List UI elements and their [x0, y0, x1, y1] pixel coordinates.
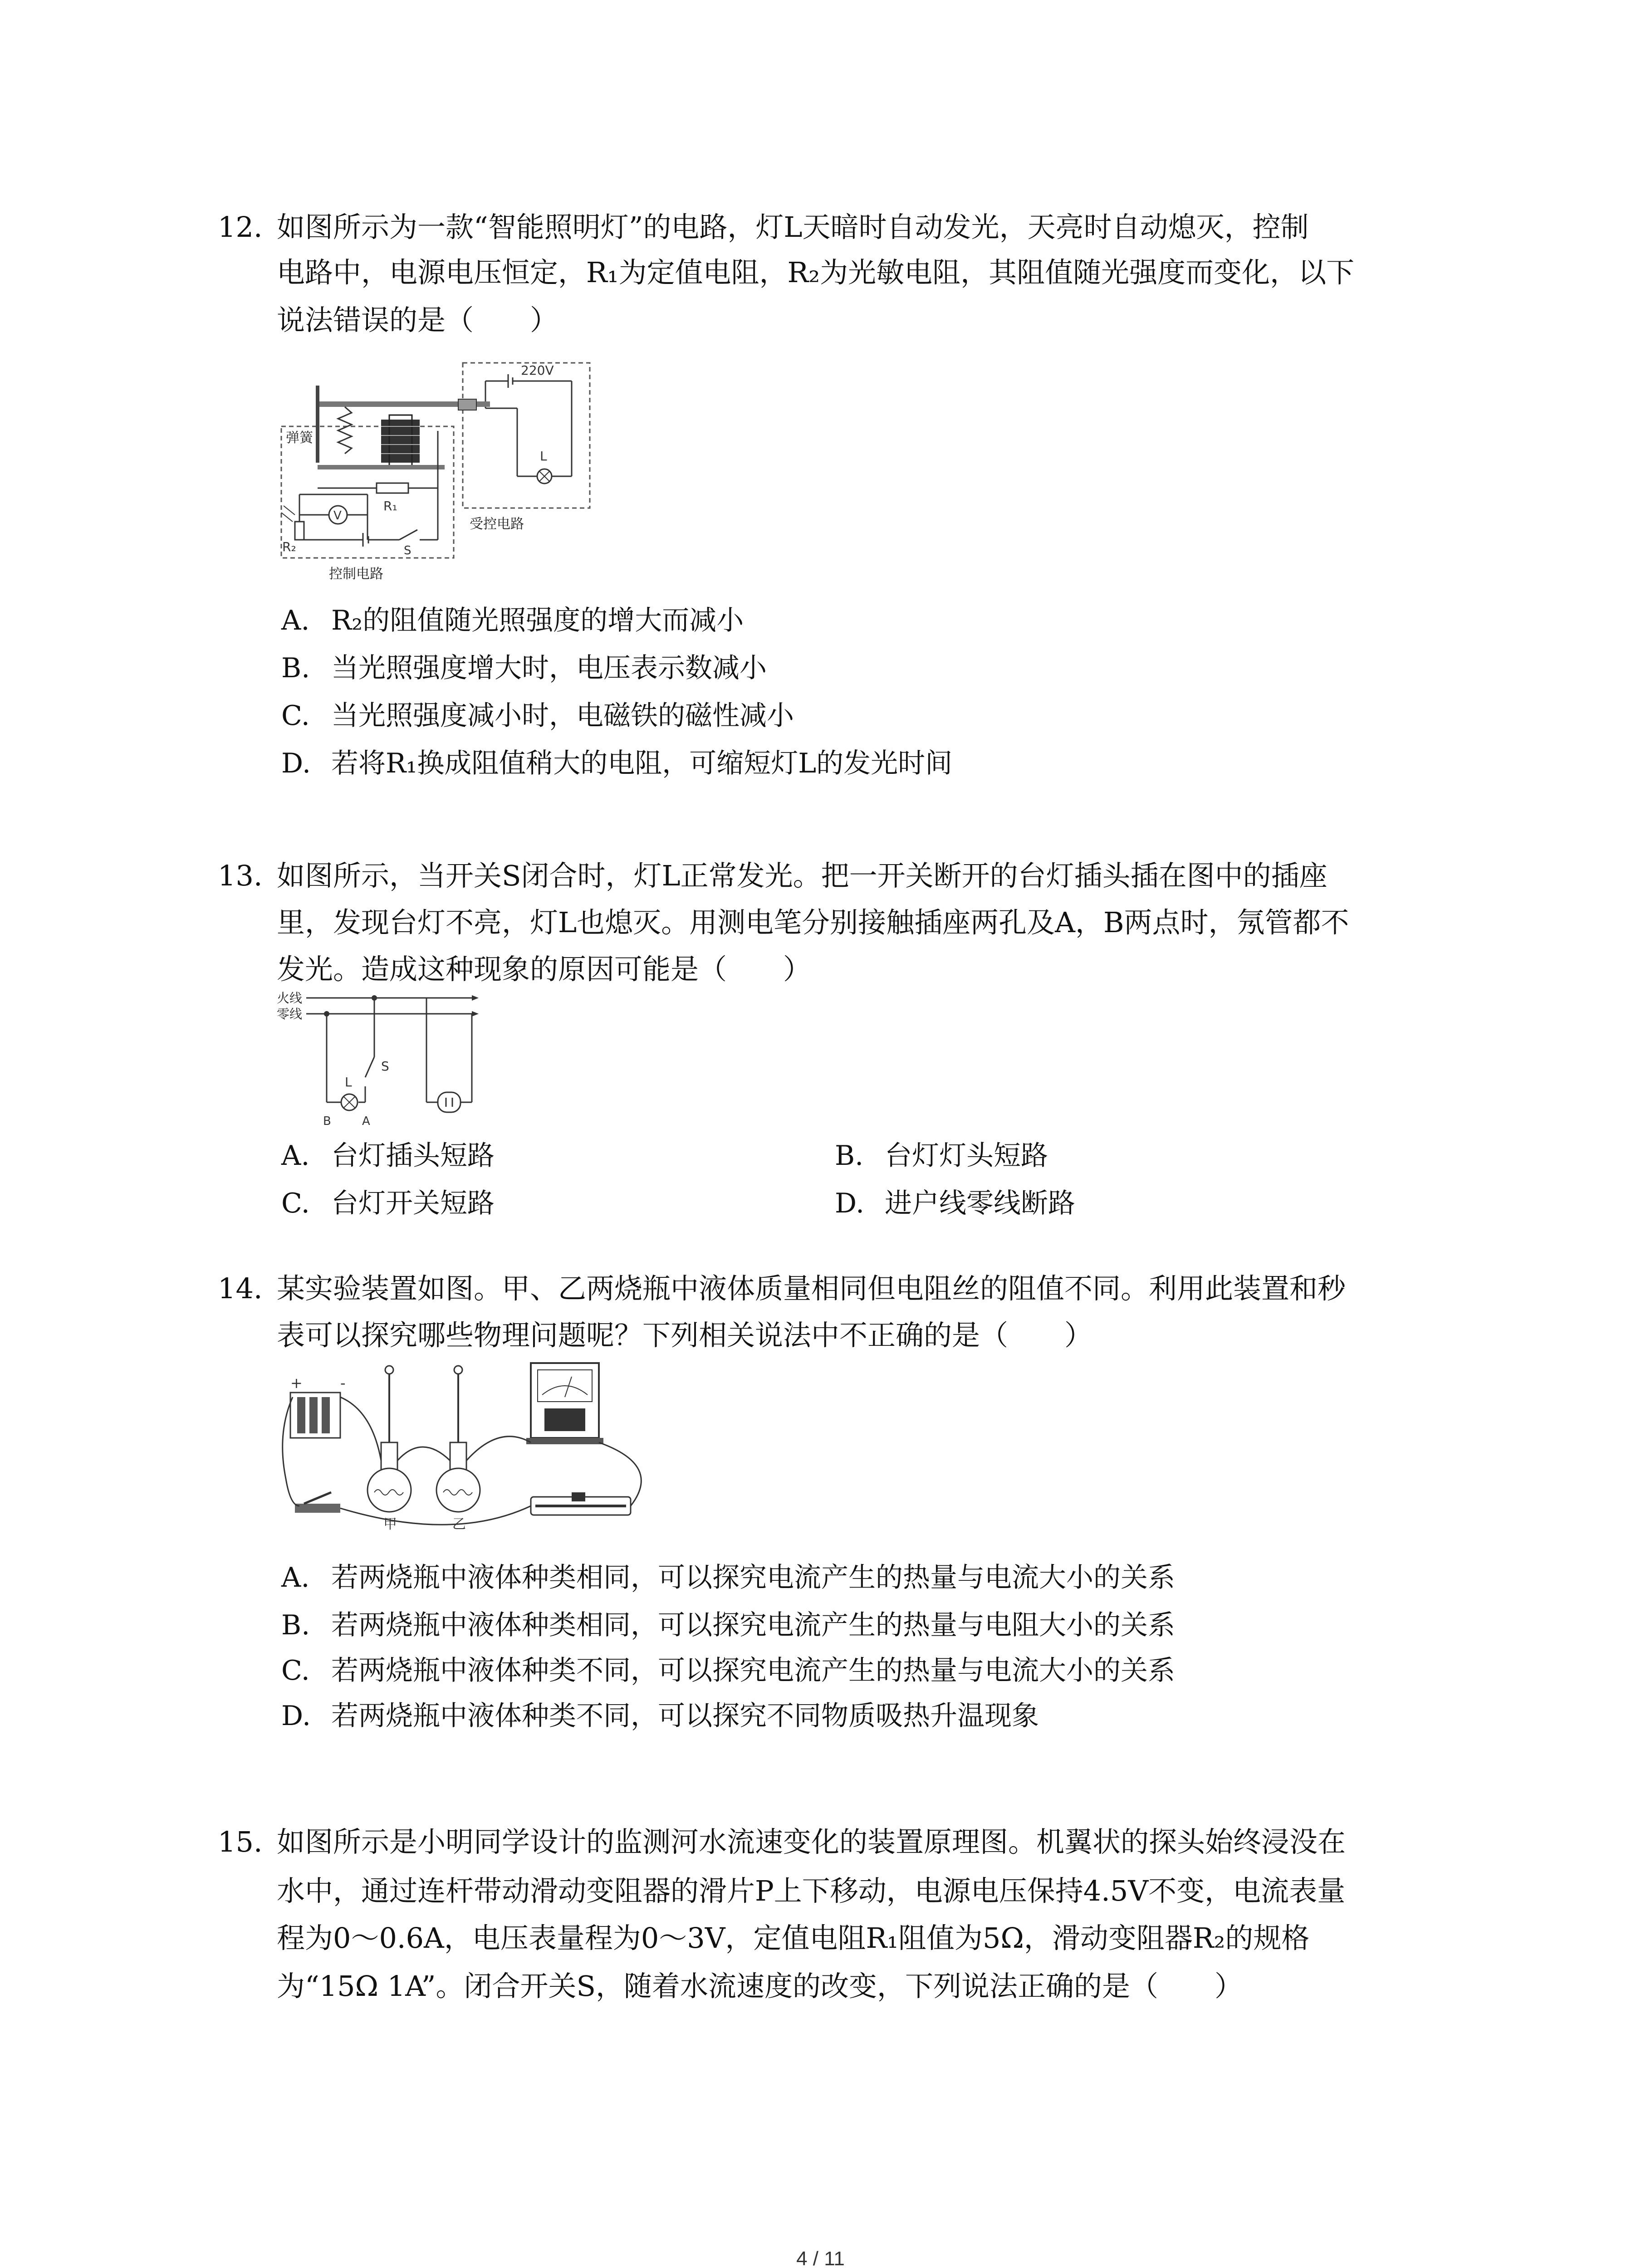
heating-experiment-figure [272, 1361, 658, 1542]
q13-option-c [281, 1182, 495, 1221]
controlled-circuit-label: 受控电路 [470, 516, 524, 532]
neutral-wire-label: 零线 [277, 1007, 303, 1022]
spring-label: 弹簧 [286, 430, 313, 446]
option-label: C. [281, 1655, 310, 1686]
question-text-line: 程为0～0.6A，电压表量程为0～3V，定值电阻R₁阻值为5Ω，滑动变阻器R₂的规格 [277, 1921, 1310, 1955]
option-text: 台灯插头短路 [331, 1140, 495, 1172]
option-label: B. [835, 1140, 864, 1172]
option-text: 当光照强度减小时，电磁铁的磁性减小 [331, 700, 794, 732]
svg-text:-: - [340, 1374, 346, 1392]
q12-option-d [281, 742, 952, 781]
option-label: C. [281, 700, 310, 732]
relay-circuit-figure [272, 358, 608, 594]
control-circuit-label: 控制电路 [329, 566, 383, 582]
option-label: A. [281, 1140, 310, 1172]
point-b-label: B [323, 1114, 331, 1128]
option-label: B. [281, 652, 310, 684]
option-label: A. [281, 605, 310, 636]
question-text-line: 如图所示为一款“智能照明灯”的电路，灯L天暗时自动发光，天亮时自动熄灭，控制 [277, 210, 1309, 244]
option-text: 当光照强度增大时，电压表示数减小 [331, 652, 767, 684]
question-number: 14. [218, 1272, 263, 1305]
q14-option-d [281, 1694, 1039, 1733]
q13-option-b [835, 1134, 1048, 1173]
voltmeter-icon [329, 506, 347, 524]
option-label: A. [281, 1562, 310, 1593]
question-text-line: 如图所示，当开关S闭合时，灯L正常发光。把一开关断开的台灯插头插在图中的插座 [277, 859, 1327, 892]
option-text: 若两烧瓶中液体种类不同，可以探究不同物质吸热升温现象 [331, 1700, 1039, 1732]
flask-icon [436, 1366, 480, 1512]
rheostat-icon [531, 1492, 631, 1515]
option-text: 若两烧瓶中液体种类不同，可以探究电流产生的热量与电流大小的关系 [331, 1655, 1175, 1686]
flask-icon [367, 1366, 411, 1512]
question-text-line: 里，发现台灯不亮，灯L也熄灭。用测电笔分别接触插座两孔及A，B两点时，氖管都不 [277, 906, 1349, 939]
point-a-label: A [362, 1114, 370, 1128]
lamp-label: L [345, 1075, 352, 1090]
r1-label: R₁ [383, 499, 397, 513]
question-text-line: 表可以探究哪些物理问题呢？下列相关说法中不正确的是（ ） [277, 1319, 1093, 1352]
svg-text:+: + [290, 1374, 303, 1392]
option-text: R₂的阻值随光照强度的增大而减小 [331, 605, 744, 636]
switch-label: S [381, 1059, 389, 1074]
household-circuit-figure [272, 989, 499, 1134]
q13-option-d [835, 1182, 1075, 1221]
question-text-line: 电路中，电源电压恒定，R₁为定值电阻，R₂为光敏电阻，其阻值随光强度而变化，以下 [277, 256, 1355, 289]
q12-option-b [281, 646, 767, 685]
option-label: B. [281, 1609, 310, 1641]
electromagnet-icon [381, 415, 420, 467]
option-label: D. [281, 1700, 311, 1732]
q14-option-b [281, 1603, 1175, 1642]
option-text: 进户线零线断路 [885, 1188, 1075, 1219]
q14-option-a [281, 1556, 1175, 1595]
q12-option-a [281, 599, 744, 638]
svg-text:V: V [333, 509, 342, 523]
option-label: D. [835, 1188, 865, 1219]
question-text-line: 发光。造成这种现象的原因可能是（ ） [277, 953, 812, 986]
option-text: 台灯开关短路 [331, 1188, 495, 1219]
ammeter-icon [526, 1363, 603, 1444]
lamp-icon [341, 1094, 358, 1110]
flask-a-label: 甲 [383, 1516, 397, 1532]
question-text-line: 说法错误的是（ ） [277, 303, 558, 337]
question-text-line: 某实验装置如图。甲、乙两烧瓶中液体质量相同但电阻丝的阻值不同。利用此装置和秒 [277, 1272, 1346, 1305]
live-wire-label: 火线 [277, 991, 303, 1006]
option-label: D. [281, 748, 311, 779]
r2-label: R₂ [282, 539, 296, 554]
flask-b-label: 乙 [452, 1516, 466, 1532]
question-text-line: 为“15Ω 1A”。闭合开关S，随着水流速度的改变，下列说法正确的是（ ） [277, 1970, 1243, 2003]
switch-icon [295, 1492, 340, 1513]
question-text-line: 如图所示是小明同学设计的监测河水流速变化的装置原理图。机翼状的探头始终浸没在 [277, 1825, 1346, 1858]
question-number: 15. [218, 1825, 263, 1858]
question-number: 12. [218, 210, 263, 244]
q14-option-c [281, 1649, 1175, 1688]
q13-option-a [281, 1134, 495, 1173]
battery-icon [290, 1374, 346, 1438]
option-label: C. [281, 1188, 310, 1219]
option-text: 若两烧瓶中液体种类相同，可以探究电流产生的热量与电流大小的关系 [331, 1562, 1175, 1593]
option-text: 若将R₁换成阻值稍大的电阻，可缩短灯L的发光时间 [331, 748, 953, 779]
voltage-label: 220V [521, 363, 554, 378]
socket-icon [438, 1092, 460, 1112]
option-text: 若两烧瓶中液体种类相同，可以探究电流产生的热量与电阻大小的关系 [331, 1609, 1175, 1641]
q12-option-c [281, 694, 794, 733]
switch-label: S [404, 544, 411, 557]
option-text: 台灯灯头短路 [885, 1140, 1048, 1172]
lamp-icon [537, 469, 552, 484]
lamp-label: L [540, 449, 547, 464]
question-text-line: 水中，通过连杆带动滑动变阻器的滑片P上下移动，电源电压保持4.5V不变，电流表量 [277, 1874, 1346, 1907]
page-number: 4 / 11 [796, 2248, 845, 2268]
question-number: 13. [218, 859, 263, 892]
